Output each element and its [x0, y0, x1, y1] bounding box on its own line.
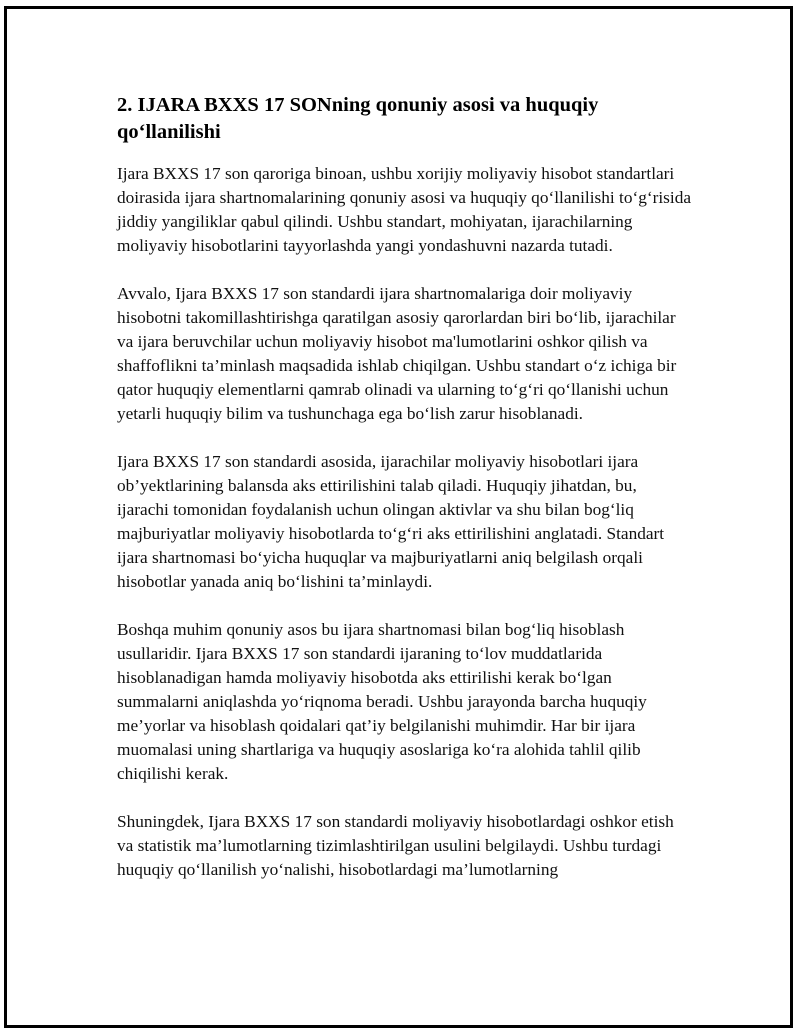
paragraph-3: Ijara BXXS 17 son standardi asosida, ijarachilar moliyaviy hisobotlari ijara ob’yektlarining balansda aks ettirilishini talab qiladi. Huquqiy jihatdan, bu, ijarachi tomonidan foydalanish uchun olingan aktivlar va shu bilan bog‘liq majburiyatlar moliyaviy hisobotlarda to‘g‘ri aks ettirilishini anglatadi. Standart ijara shartnomasi bo‘yicha huquqlar va majburiyatlarni aniq belgilash orqali hisobotlar yanada aniq bo‘lishini ta’minlaydi. — [117, 452, 665, 591]
section-heading: 2. IJARA BXXS 17 SONning qonuniy asosi va huquqiy qo‘llanilishi — [117, 94, 599, 143]
paragraph-4: Boshqa muhim qonuniy asos bu ijara shartnomasi bilan bog‘liq hisoblash usullaridir. Ijara BXXS 17 son standardi ijaraning to‘lov muddatlarida hisoblanadigan hamda moliyaviy hisobotda aks ettirilishi kerak bo‘lgan summalarni aniqlashda yo‘riqnoma beradi. Ushbu jarayonda barcha huquqiy me’yorlar va hisoblash qoidalari qat’iy belgilanishi muhimdir. Har bir ijara muomalasi uning shartlariga va huquqiy asoslariga ko‘ra alohida tahlil qilib chiqilishi kerak. — [117, 620, 647, 783]
paragraph-1: Ijara BXXS 17 son qaroriga binoan, ushbu xorijiy moliyaviy hisobot standartlari doirasida ijara shartnomalarining qonuniy asosi va huquqiy qo‘llanilishi to‘g‘risida jiddiy yangiliklar qabul qilindi. Ushbu standart, mohiyatan, ijarachilarning moliyaviy hisobotlarini tayyorlashda yangi yondashuvni nazarda tutadi. — [117, 164, 692, 255]
paragraph-5: Shuningdek, Ijara BXXS 17 son standardi moliyaviy hisobotlardagi oshkor etish va statistik ma’lumotlarning tizimlashtirilgan usulini belgilaydi. Ushbu turdagi huquqiy qo‘llanilish yo‘nalishi, hisobotlardagi ma’lumotlarning — [117, 812, 674, 879]
document-body — [117, 92, 692, 906]
paragraph-2: Avvalo, Ijara BXXS 17 son standardi ijara shartnomalariga doir moliyaviy hisobotni takomillashtirishga qaratilgan asosiy qarorlardan biri bo‘lib, ijarachilar va ijara beruvchilar uchun moliyaviy hisobot ma'lumotlarini oshkor qilish va shaffoflikni ta’minlash maqsadida ishlab chiqilgan. Ushbu standart o‘z ichiga bir qator huquqiy elementlarni qamrab olinadi va ularning to‘g‘ri qo‘llanishi uchun yetarli huquqiy bilim va tushunchaga ega bo‘lish zarur hisoblanadi. — [117, 284, 677, 423]
